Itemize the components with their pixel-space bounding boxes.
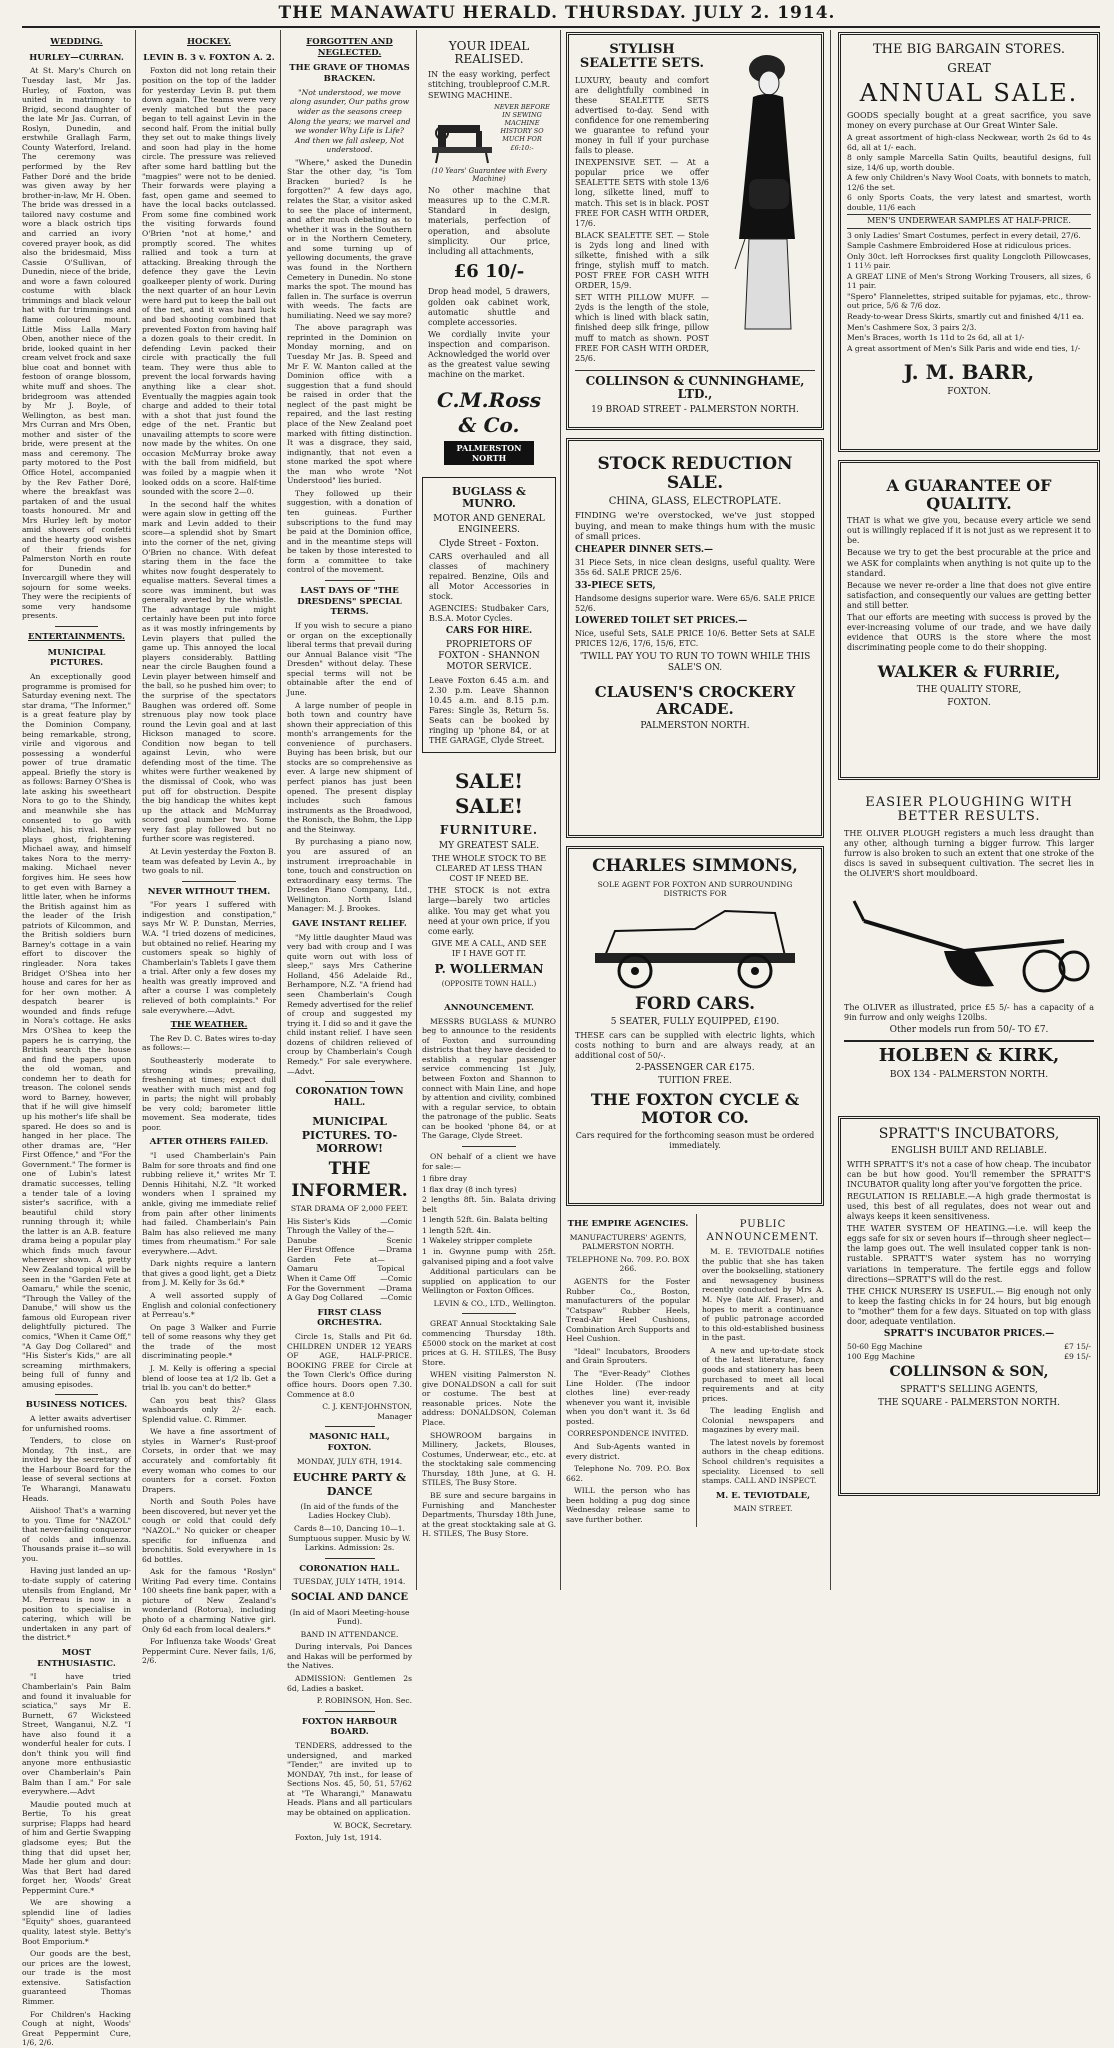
paragraph: "Ideal" Incubators, Brooders and Grain Sprouters. bbox=[566, 1346, 690, 1366]
ad-line: 'TWILL PAY YOU TO RUN TO TOWN WHILE THIS SALE'S ON. bbox=[579, 651, 811, 673]
paragraph: AGENTS for the Foster Rubber Co., Boston, manufacturers of the popular "Catspaw" Rubber Heels, Tread-Air Heel Cushions, Combination Arch Supports and Heel Cushion. bbox=[566, 1276, 690, 1344]
ad-text: Handsome designs superior ware. Were 65/6. SALE PRICE 52/6. bbox=[575, 593, 815, 613]
sewing-machine-ad bbox=[422, 32, 556, 469]
firm-name: COLLINSON & CUNNINGHAME, LTD., bbox=[585, 373, 805, 401]
paragraph: Cards 8—10, Dancing 10—1. Sumptuous supper. Music by W. Larkins. Admission: 2s. bbox=[288, 1524, 411, 1553]
ad-line: TUITION FREE. bbox=[658, 1076, 732, 1087]
never-without-heading: NEVER WITHOUT THEM. bbox=[147, 886, 271, 897]
entertainments-heading: ENTERTAINMENTS. bbox=[28, 632, 125, 643]
ad-text: LUXURY, beauty and comfort are delightfully combined in these SEALETTE SETS advertised to-day. Send with confidence for one remembering we guarantee to refund your money in full if your purchase fails to please. bbox=[575, 75, 709, 156]
programme-kind: —Topical bbox=[377, 1254, 405, 1274]
paragraph: TENDERS, addressed to the undersigned, and marked "Tender," are invited up to MONDAY, 7th inst., for lease of Sections Nos. 45, 50, 51, 57/62 at "Te Wharangi," Manawatu Heads. Plans and all particulars may be obtained on application. bbox=[287, 1741, 412, 1817]
paragraph: The leading English and Colonial newspapers and magazines by every mail. bbox=[701, 1406, 824, 1435]
wedding-subheading: HURLEY—CURRAN. bbox=[29, 52, 124, 63]
paragraph: Telephone No. 709. P.O. Box 662. bbox=[566, 1464, 690, 1483]
paragraph: Maudie pouted much at Bertie, To his great surprise; Flapps had heard of him and Gertie Swapping gladsome eyes; But the thing that did upset her, Made her glum and dour: Was that Bert had dared forget her, Woods' Great Peppermint Cure.* bbox=[22, 1799, 131, 1895]
address: FOXTON. bbox=[947, 698, 991, 709]
signature: LEVIN & CO., LTD., Wellington. bbox=[433, 1298, 556, 1308]
empire-agencies-ad bbox=[566, 1214, 690, 1527]
ad-line: 2-PASSENGER CAR £175. bbox=[635, 1062, 755, 1073]
list-item: Ready-to-wear Dress Skirts, smartly cut and finished 4/11 ea. bbox=[847, 312, 1084, 322]
ad-subtitle: MANUFACTURERS' AGENTS, PALMERSTON NORTH. bbox=[569, 1232, 687, 1252]
ad-text: We cordially invite your inspection and comparison. Acknowledged the world over as the greatest value sewing machine on the market. bbox=[428, 329, 550, 380]
forgotten-heading: FORGOTTEN AND NEGLECTED. bbox=[306, 37, 393, 58]
sale-title: SALE! SALE! bbox=[454, 769, 524, 819]
ad-text: No other machine that measures up to the C.M.R. Standard in design, materials, perfection of operation, and absolute simplicity. Our price, including all attachments, bbox=[428, 186, 550, 256]
ad-text: AGENCIES: Studbaker Cars, B.S.A. Motor Cycles. bbox=[429, 604, 549, 624]
list-item: 6 only Sports Coats, the very latest and smartest, worth double, 11/6 each bbox=[847, 193, 1091, 212]
entertainments-text: An exceptionally good programme is promised for Saturday evening next. The star drama, "The Informer," is a great feature play by the Dominion Company, being remarkable, strong, virile and vigorous and possessing a wonderful power of true dramatic appeal. Briefly the story is as follows: Barney O'Shea is late asking his sweetheart Nora to go to the Shindy, and meanwhile she has consented to go with Michael, his rival. Barney plays ghost, frightening Michael away, and himself takes Nora to the merry-making. Michael never forgives him. He sees how to get even with Barney a little later, when he informs the British against him as the leader of the Irish patriots of Kilcommon, and the British soldiers burn Barney's cottage in a vain effort to discover the ringleader. Nora takes Bridget O'Shea into her house and cares for her as for her own mother. A despatch bearer is wounded and finds refuge in Nora's cottage. He asks Mrs O'Shea to keep the papers he is carrying, the British search the house and find the papers upon the old woman, and condemn her to death for treason. The colonel sends word to Barney, however, that if he will give himself up his mother's life shall be spared. He does so and is hanged in her place. The other dramas are, "Her First Offence," and "For the Government." The former is one of Lubin's latest dramatic successes, telling a tender tale of a loving sister's sacrifice, with a beautiful child story running through it; while the latter is an A.B. feature drama being a popular play which finds much favour wherever shown. A pretty New Zealand topical will be seen in the "Garden Fete at Oamaru," while the scenic, "Through the Valley of the Danube," will show us the famous old European river delightfully pictured. The comics, "When it Came Off," "A Gay Dog Collared" and "His Sister's Kids," are all screaming mirthmakers, being full of funny and amusing episodes. bbox=[22, 672, 132, 1389]
coronation-hall-title: SOCIAL AND DANCE bbox=[290, 1591, 409, 1603]
coronation-subheading: MUNICIPAL PICTURES. TO-MORROW! bbox=[301, 1114, 398, 1156]
hockey-text: At Levin yesterday the Foxton B. team was defeated by Levin A., by two goals to nil. bbox=[142, 846, 276, 876]
paragraph: Southeasterly moderate to strong winds prevailing, freshening at times; expect dull weather with much mist and fog in parts; the night will probably be very cold; barometer little movement. Sea moderate, tides poor. bbox=[142, 1055, 276, 1132]
forgotten-subheading: THE GRAVE OF THOMAS BRACKEN. bbox=[289, 63, 410, 85]
wedding-heading: WEDDING. bbox=[50, 37, 103, 47]
furniture-label: FURNITURE. bbox=[439, 822, 539, 837]
ad-subtitle: SPRATT'S SELLING AGENTS, bbox=[900, 1384, 1038, 1395]
programme-item bbox=[287, 1293, 412, 1303]
ad-heading: CHEAPER DINNER SETS.— bbox=[575, 545, 714, 556]
oliver-plough-ad bbox=[838, 788, 1100, 1108]
signature: P. ROBINSON, Hon. Sec. bbox=[316, 1696, 412, 1706]
wollerman-sale-ad bbox=[422, 761, 556, 995]
poem: "Not understood, we move along asunder, Our paths grow wider as the seasons creep Along the years; we marvel and we wonder Why Life is Life? And then we fall asleep, Not understood. bbox=[288, 87, 411, 155]
paragraph: MESSRS BUGLASS & MUNRO beg to announce to the residents of Foxton and surrounding districts that they have decided to establish a regular passenger service commencing 1st July, between Foxton and Shannon to connect with Main Line, and hope by attention and civility, combined with a regular service, to obtain the patronage of the public. Seats can be booked 'phone 84, or at The Garage, Clyde Street. bbox=[422, 1016, 556, 1141]
coronation-hall-heading: CORONATION HALL. bbox=[299, 1563, 400, 1574]
ad-text: IN the easy working, perfect stitching, troubleproof C.M.R. SEWING MACHINE. bbox=[428, 70, 550, 100]
list-item: Only 30ct. left Horrockses first quality Longcloth Pillowcases, 1 11½ pair. bbox=[847, 251, 1091, 271]
column-rule bbox=[416, 30, 417, 1590]
signature: W. BOCK, Secretary. bbox=[333, 1820, 412, 1830]
list-item: 3 only Ladies' Smart Costumes, perfect in every detail, 27/6. bbox=[847, 230, 1081, 240]
sale-items-list bbox=[847, 133, 1091, 213]
programme-item bbox=[287, 1274, 412, 1284]
orchestra-line: FIRST CLASS ORCHESTRA. bbox=[317, 1307, 382, 1329]
programme-item bbox=[287, 1255, 412, 1274]
list-item: 1 fibre dray bbox=[422, 1174, 468, 1184]
address: 19 BROAD STREET - PALMERSTON NORTH. bbox=[591, 405, 799, 416]
ad-text: THE OLIVER PLOUGH registers a much less draught than any other, although turning a bigger furrow. This larger furrow is also broken to such an extent that one stroke of the discs is saved in subsequent cultivation. The secret lies in the OLIVER'S short mouldboard. bbox=[844, 828, 1094, 878]
paragraph: The latest novels by foremost authors in the cheap editions. School children's requisites a speciality. Licensed to sell stamps. CALL AND INSPECT. bbox=[701, 1437, 824, 1486]
ad-text: REGULATION IS RELIABLE.—A high grade thermostat is used, this best of all regulates, does not wear out and always keeps it keen sensitiveness. bbox=[847, 1191, 1091, 1222]
paragraph: They followed up their suggestion, with a donation of ten guineas. Further subscriptions to the fund may be paid at the Dominion office, and in the meantime steps will be taken by those interested to form a committee to take control of the movement. bbox=[287, 488, 412, 575]
guarantee-note: (10 Years' Guarantee with Every Machine) bbox=[431, 166, 547, 184]
programme-name: For the Government bbox=[287, 1283, 365, 1293]
ad-subtitle: MOTOR AND GENERAL ENGINEERS. bbox=[433, 513, 545, 536]
paragraph: Dark nights require a lantern that gives a good light, get a Dietz from J. M. Kelly for 3s 6d.* bbox=[142, 1259, 276, 1288]
masonic-date: MONDAY, JULY 6TH, 1914. bbox=[296, 1456, 403, 1466]
paragraph: "Where," asked the Dunedin Star the other day, "is Tom Bracken buried? Is he forgotten?" A few days ago, relates the Star, a visitor asked to see the place of interment, and after much debating as to whether it was in the Southern or in the Northern Cemetery, and some turning up of yellowing documents, the grave was found in the Northern Cemetery in Dunedin. No stone marks the spot. The mound has fallen in. The surface is overrun with weeds. The facts are humiliating. Need we say more? bbox=[287, 157, 412, 320]
ad-title: A GUARANTEE OF QUALITY. bbox=[886, 476, 1052, 513]
list-item: A few only Children's Navy Wool Coats, with bonnets to match, 12/6 the set. bbox=[847, 173, 1091, 192]
programme-kind: —Drama bbox=[378, 1245, 412, 1255]
list-item: Men's Cashmere Sox, 3 pairs 2/3. bbox=[847, 322, 977, 332]
ad-title: EASIER PLOUGHING WITH BETTER RESULTS. bbox=[865, 795, 1073, 825]
paragraph: WILL the person who has been holding a pug dog since Wednesday release same to save further bother. bbox=[566, 1486, 690, 1524]
announcement-heading: ANNOUNCEMENT. bbox=[444, 1002, 534, 1013]
ad-text: THE WATER SYSTEM OF HEATING.—i.e. will keep the eggs safe for six or seven hours if—through sheer neglect—the lamp goes out. The well insulated copper tank is non-rustable. SPRATT'S water system has no worrying variations in temperature. The fertile eggs and follow directions—SPRATT'S will do the rest. bbox=[847, 1224, 1091, 1284]
programme-name: When it Came Off bbox=[287, 1274, 356, 1284]
programme-kind: —Comic bbox=[380, 1216, 412, 1226]
annual-sale-title: ANNUAL SALE. bbox=[859, 79, 1079, 108]
ad-text: Because we never re-order a line that does not give entire satisfaction, and consequently our values are getting better and still better. bbox=[847, 580, 1091, 610]
walker-furrie-ad bbox=[838, 460, 1100, 780]
business-notice: Aiishoo! That's a warning to you. Time for "NAZOL" that never-failing conqueror of colds and influenza. Thousands praise it—so will you. bbox=[22, 1506, 131, 1563]
ad-title: FORD CARS. bbox=[634, 993, 756, 1014]
programme-name: A Gay Dog Collared bbox=[287, 1293, 363, 1303]
ad-line: Other models run from 50/- TO £7. bbox=[889, 1025, 1049, 1036]
coronation-heading: CORONATION TOWN HALL. bbox=[295, 1087, 404, 1109]
price-name: 50-60 Egg Machine bbox=[847, 1342, 923, 1352]
paragraph: (In aid of the funds of the Ladies Hockey Club). bbox=[300, 1501, 399, 1521]
paragraph: A well assorted supply of English and colonial confectionery at Perreau's.* bbox=[142, 1291, 276, 1320]
ad-line: CARS FOR HIRE. bbox=[445, 626, 533, 637]
ad-line: 5 SEATER, FULLY EQUIPPED, £190. bbox=[610, 1017, 780, 1028]
column-3 bbox=[287, 32, 412, 1843]
paragraph: SHOWROOM bargains in Millinery, Jackets, Blouses, Costumes, Underwear, etc., etc. at the stocktaking sale commencing Thursday, 18th June, at G. H. STILES, The Busy Store. bbox=[422, 1430, 556, 1488]
ad-text: Cars required for the forthcoming season must be ordered immediately. bbox=[575, 1130, 815, 1150]
hockey-heading: HOCKEY. bbox=[187, 37, 231, 47]
business-notice: Tenders, to close on Monday, 7th inst., are invited by the secretary of the Harbour Board for the lease of several sections at Te Wharangi, Manawatu Heads. bbox=[22, 1436, 131, 1503]
paragraph: During intervals, Poi Dances and Hakas will be performed by the Natives. bbox=[287, 1642, 412, 1671]
ad-subtitle: CHINA, GLASS, ELECTROPLATE. bbox=[608, 496, 782, 508]
ross-town: PALMERSTON NORTH bbox=[444, 441, 534, 465]
list-item: 8 only sample Marcella Satin Quilts, beautiful designs, full size, 14/6 up, worth double. bbox=[847, 153, 1091, 172]
programme-item bbox=[287, 1226, 412, 1245]
ad-text: WITH SPRATT'S it's not a case of how cheap. The incubator can be but how good. You'll remember the SPRATT'S INCUBATOR quality long after you've forgotten the price. bbox=[847, 1159, 1091, 1189]
firm-name: HOLBEN & KIRK, bbox=[844, 1040, 1094, 1066]
masonic-heading: MASONIC HALL, FOXTON. bbox=[309, 1432, 390, 1453]
machine-history-label: NEVER BEFORE IN SEWING MACHINE HISTORY SO MUCH FOR £6:10:- bbox=[494, 102, 550, 152]
ad-text: GIVE ME A CALL, AND SEE IF I HAVE GOT IT. bbox=[431, 938, 547, 958]
signature: C. J. KENT-JOHNSTON, Manager bbox=[322, 1402, 412, 1421]
wedding-text: At St. Mary's Church on Tuesday last, Mr Jas. Hurley, of Foxton, was united in matrimony to Brigid, second daughter of the late Mr Jas. Curran, of Roslyn, Dunedin, and erstwhile Grallagh Farm, County Waterford, Ireland. The ceremony was performed by the Rev Father Doré and the bride was given away by her brother-in-law, Mr H. Oben. The bride was dressed in a tailored navy costume and wore a black ostrich tips and carried an ivory covered prayer book, as did also the bridesmaid, Miss Cassie O'Sullivan, of Dunedin, niece of the bride, and wore a fawn coloured costume with black trimmings and black velour hat with fur trimmings and flame coloured mount. Little Miss Lalla Mary Oben, another niece of the bride, looked quaint in her cream velvet frock and saxe blue coat and bonnet with festoon of orange blossom, white muff and shoes. The bridegroom was attended by Mr J. Boyle, of Wellington, as best man. Mrs Curran and Mrs Oben, mother and sister of the bride, were present at the mass and ceremony. The party motored to the Post Office Hotel, accompanied by the Rev Father Doré, where the breakfast was partaken of and the usual toasts honoured. Mr and Mrs Hurley left by motor amid showers of confetti and the hearty good wishes of their friends for Palmerston North en route for Dunedin and Invercargill where they will sojourn for some weeks. They were the recipients of some very handsome presents. bbox=[22, 66, 131, 621]
paragraph: A large number of people in both town and country have shown their appreciation of this month's arrangements for the convenience of purchasers. Buying has been brisk, but our stocks are so comprehensive as ever. A large new shipment of perfect pianos has just been opened. The present display includes such famous instruments as the Broadwood, the Ronisch, the Bohm, the Lipp and the Steinway. bbox=[287, 700, 412, 834]
column-4 bbox=[422, 32, 556, 1587]
programme-name: Garden Fete at Oamaru bbox=[287, 1254, 378, 1274]
column-5 bbox=[566, 32, 824, 1587]
coronation-hall-date: TUESDAY, JULY 14TH, 1914. bbox=[293, 1577, 406, 1587]
ad-subtitle: ENGLISH BUILT AND RELIABLE. bbox=[891, 1146, 1047, 1157]
programme-name: Through the Valley of the Danube bbox=[287, 1226, 387, 1245]
paragraph: (In aid of Maori Meeting-house Fund). bbox=[289, 1607, 410, 1627]
list-item: 2 lengths 8ft. 5in. Balata driving belt bbox=[422, 1195, 556, 1214]
ad-title: SPRATT'S INCUBATORS, bbox=[878, 1126, 1060, 1142]
ad-title: BUGLASS & MUNRO. bbox=[452, 484, 526, 510]
paragraph: And Sub-Agents wanted in every district. bbox=[566, 1441, 690, 1461]
column-rule bbox=[830, 30, 831, 1590]
list-item: Men's Braces, worth 1s 11d to 2s 6d, all at 1/- bbox=[847, 333, 1025, 343]
ad-line: PROPRIETORS OF FOXTON - SHANNON MOTOR SERVICE. bbox=[438, 639, 540, 673]
entertainments-subheading: MUNICIPAL PICTURES. bbox=[47, 647, 106, 669]
ad-text: INEXPENSIVE SET. — At a popular price we offer SEALETTE SETS with stole 13/6 long, silkette lined, muff to match. This set is in black. POST FREE FOR CASH WITH ORDER, 17/6. bbox=[575, 158, 709, 228]
firm-name: COLLINSON & SON, bbox=[889, 1364, 1049, 1381]
paragraph: BAND IN ATTENDANCE. bbox=[300, 1629, 399, 1639]
paragraph: ON behalf of a client we have for sale:— bbox=[422, 1151, 556, 1171]
telephone: TELEPHONE No. 709. P.O. BOX 266. bbox=[566, 1254, 690, 1274]
list-item: 1 flax dray (8 inch tyres) bbox=[422, 1184, 517, 1194]
paragraph: Additional particulars can be supplied on application to our Wellington or Foxton Offices. bbox=[422, 1267, 556, 1296]
list-item: 1 length 52ft. 4in. bbox=[422, 1225, 492, 1235]
firm-name: THE FOXTON CYCLE & MOTOR CO. bbox=[590, 1090, 800, 1128]
barr-bargain-ad bbox=[838, 32, 1100, 452]
paragraph: "I used Chamberlain's Pain Balm for sore throats and find one rubbing relieve it," writes Mr T. Dennis Hihitahi, N.Z. "It worked wonders when I sprained my ankle, giving me immediate relief from pain after other liniments had failed. Chamberlain's Pain Balm has also relieved me many times from rheumatism." For sale everywhere.—Advt. bbox=[142, 1151, 276, 1256]
ad-subtitle: SOLE AGENT FOR FOXTON AND SURROUNDING DISTRICTS FOR bbox=[597, 879, 793, 899]
paragraph: CORRESPONDENCE INVITED. bbox=[567, 1429, 689, 1439]
paragraph: "I have tried Chamberlain's Pain Balm and found it invaluable for sciatica," says Mr E. Burnett, 67 Wicksteed Street, Wanganui, N.Z. "I have also found it a wonderful healer for cuts. I don't think you will find anyone more enthusiastic over Chamberlain's Pain Balm than I am." For sale everywhere.—Advt bbox=[22, 1672, 131, 1797]
paragraph: WHEN visiting Palmerston N. give DONALDSON a call for suit or costume. The best at reasonable prices. Note the address: DONALDSON, Coleman Place. bbox=[422, 1370, 556, 1428]
paragraph: If you wish to secure a piano or organ on the exceptionally liberal terms that prevail during our Annual Balance visit "The Dresden" without delay. These special terms will not be obtainable after the end of June. bbox=[287, 621, 412, 697]
paragraph: "For years I suffered with indigestion and constipation," says Mr W. P. Dunstan, Merries, W.A. "I tried dozens of medicines, but obtained no relief. Hearing my customers speak so highly of Chamberlain's Tablets I gave them a trial. After only a few doses my health was greatly improved and after a course I was completely relieved of both complaints." For sale everywhere.—Advt. bbox=[142, 900, 276, 1015]
column-rule bbox=[280, 30, 281, 1590]
ad-text: THESE cars can be supplied with electric lights, which costs nothing to burn and are always ready, at an additional cost of 50/-. bbox=[575, 1030, 815, 1060]
ad-text: Drop head model, 5 drawers, golden oak cabinet work, automatic shuttle and complete accessories. bbox=[428, 287, 550, 327]
ad-heading: 33-PIECE SETS, bbox=[575, 580, 656, 591]
programme-item bbox=[287, 1284, 412, 1294]
paragraph: We are showing a splendid line of ladies "Equity" shoes, guaranteed quality, latest style. Betty's Boot Emporium.* bbox=[22, 1898, 131, 1946]
ad-text: The OLIVER as illustrated, price £5 5/- has a capacity of a 9in furrow and only weighs 120lbs. bbox=[844, 1002, 1094, 1023]
masonic-title: EUCHRE PARTY & DANCE bbox=[292, 1471, 407, 1499]
list-item: 1 Wakeley stripper complete bbox=[422, 1236, 533, 1246]
ad-text: Leave Foxton 6.45 a.m. and 2.30 p.m. Leave Shannon 10.45 a.m. and 8.15 p.m. Fares: Single 3s, Return 5s. Seats can be booked by ringing up 'phone 84, or at THE GARAGE, Clyde Street. bbox=[429, 675, 549, 746]
paragraph: GREAT Annual Stocktaking Sale commencing Thursday 18th. £5000 stock on the market at cost prices at G. H. STILES, The Busy Store. bbox=[422, 1319, 556, 1367]
ad-text: FINDING we're overstocked, we've just stopped buying, and mean to make things hum with the music of small prices. bbox=[575, 510, 815, 543]
list-item: A GREAT LINE of Men's Strong Working Trousers, all sizes, 6 11 pair. bbox=[847, 271, 1091, 291]
list-item: Sample Cashmere Embroidered Hose at ridiculous prices. bbox=[847, 241, 1072, 251]
paragraph: J. M. Kelly is offering a special blend of loose tea at 1/2 lb. Get a trial lb. you can't do better.* bbox=[142, 1363, 276, 1393]
ad-text: SET WITH PILLOW MUFF. — 2yds is the length of the stole, which is lined with black satin, finished deep silk fringe, pillow muff to match as shown. POST FREE FOR CASH WITH ORDER, 25/6. bbox=[575, 293, 709, 363]
ad-text: Because we try to get the best procurable at the price and we ASK for complaints when anything is not quite up to the standard. bbox=[847, 548, 1091, 578]
ad-text: THE CHICK NURSERY IS USEFUL.— Big enough not only to keep the fasting chicks in for 24 hours, but big enough to "mother" them for a few days. Situated on top with glass door, adequate ventilation. bbox=[847, 1286, 1091, 1326]
ad-title: THE EMPIRE AGENCIES. bbox=[567, 1219, 689, 1229]
hockey-text: In the second half the whites were again slow in getting off the mark and Levin added to their score—a splendid shot by Smart into the corner of the net, giving O'Brien no chance. With defeat staring them in the face the whites now fought desperately to equalise matters. Several times a score was imminent, but was generally averted by the whistle. The advantage rule might certainly have been put into force as it was mostly infringements by Levin players that pulled the game up. This annoyed the local players considerably. Battling near the circle Baughen found a Levin player between himself and the ball, so he pushed him over; to the surprise of the spectators Baughen was ordered off. Some strenuous play now took place round the Levin goal and at last Hickson managed to score. Condition now began to tell against Levin, who were defending most of the time. The whites were further weakened by the dismissal of Cook, who was put off for obstruction. Despite the big handicap the whites kept up the attack and McMurray scored goal number two. Some very fast play followed but no further score was registered. bbox=[142, 499, 276, 844]
firm-name: WALKER & FURRIE, bbox=[877, 662, 1061, 682]
programme-kind: —Scenic bbox=[386, 1226, 412, 1245]
paragraph: North and South Poles have been discovered, but never yet the cough or cold that could defy "NAZOL." No quicker or cheaper specific for influenza and bronchitis. Sold everywhere in 1s 6d bottles. bbox=[142, 1497, 276, 1564]
public-announcement-ad bbox=[696, 1214, 824, 1527]
sealette-ad bbox=[566, 32, 824, 430]
business-notice: A letter awaits advertiser for unfurnished rooms. bbox=[22, 1414, 131, 1433]
plough-illustration bbox=[844, 881, 1094, 1001]
list-item: A great assortment of high-class Neckwear, worth 2s 6d to 4s 6d, all at 1/- each. bbox=[847, 132, 1091, 152]
ad-heading: LOWERED TOILET SET PRICES.— bbox=[575, 616, 748, 627]
masthead-rule bbox=[22, 26, 1100, 28]
dealer-name: P. WOLLERMAN bbox=[434, 961, 544, 976]
column-1 bbox=[22, 32, 132, 2048]
ad-title: YOUR IDEAL REALISED. bbox=[448, 39, 530, 67]
column-rule bbox=[135, 30, 136, 1590]
ad-line: MY GREATEST SALE. bbox=[438, 840, 540, 851]
ad-line: SPRATT'S INCUBATOR PRICES.— bbox=[883, 1328, 1055, 1339]
ad-title: STYLISH SEALETTE SETS. bbox=[579, 42, 705, 72]
informer-title: THE INFORMER. bbox=[291, 1159, 408, 1201]
programme-list bbox=[287, 1217, 412, 1303]
ad-line: MEN'S UNDERWEAR SAMPLES AT HALF-PRICE. bbox=[847, 214, 1091, 228]
paragraph: "My little daughter Maud was very bad with croup and I was quite worn out with loss of sleep," says Mrs Catherine Holland, 456 Adelaide Rd., Berhampore, N.Z. "A friend had seen Chamberlain's Cough Remedy advertised for the relief of croup and suggested my trying it. I did so and it gave the child instant relief. I have seen dozens of children relieved of croup by Chamberlain's Cough Remedy." For sale everywhere.—Advt. bbox=[287, 932, 412, 1076]
paragraph: Our goods are the best, our prices are the lowest, our trade is the most extensive. Satisfaction guaranteed Thomas Rimmer. bbox=[22, 1949, 131, 2006]
ad-title: THE BIG BARGAIN STORES. bbox=[872, 42, 1066, 57]
ad-title: PUBLIC ANNOUNCEMENT. bbox=[706, 1219, 820, 1243]
after-others-heading: AFTER OTHERS FAILED. bbox=[149, 1137, 269, 1148]
price-row bbox=[847, 1342, 1091, 1352]
programme-name: Her First Offence bbox=[287, 1245, 355, 1255]
star-drama: STAR DRAMA OF 2,000 FEET. bbox=[290, 1204, 409, 1214]
list-item: "Spero" Flannelettes, striped suitable for pyjamas, etc., throw-out price, 5/6 & 7/6 doz. bbox=[847, 291, 1091, 311]
ad-text: 31 Piece Sets, in nice clean designs, useful quality. Were 35s 6d. SALE PRICE 25/6. bbox=[575, 558, 815, 578]
dresdens-heading: LAST DAYS OF "THE DRESDENS" SPECIAL TERMS. bbox=[297, 585, 402, 618]
firm-name: J. M. BARR, bbox=[903, 360, 1035, 385]
hockey-subheading: LEVIN B. 3 v. FOXTON A. 2. bbox=[143, 52, 275, 63]
paragraph: Can you beat this? Glass washboards only 2/- each. Splendid value. C. Rimmer. bbox=[142, 1395, 276, 1424]
paragraph: Circle 1s, Stalls and Pit 6d. CHILDREN UNDER 12 YEARS OF AGE, HALF-PRICE. BOOKING FREE for Circle at the Town Clerk's Office during office hours. Doors open 7.30. Commence at 8.0 bbox=[287, 1332, 412, 1399]
ad-text: CARS overhauled and all classes of machinery repaired. Benzine, Oils and all Motor Accessories in stock. bbox=[429, 551, 549, 602]
masthead: THE MANAWATU HERALD. THURSDAY. JULY 2. 1914. bbox=[278, 3, 836, 23]
list-item: 1 length 52ft. 6in. Balata belting bbox=[422, 1215, 548, 1225]
sale-items-list bbox=[847, 231, 1091, 354]
paragraph: For Children's Hacking Cough at night, Woods' Great Peppermint Cure, 1/6, 2/6. bbox=[22, 2009, 131, 2048]
price-value: £7 15/- bbox=[1064, 1342, 1091, 1352]
price: £6 10/- bbox=[453, 260, 525, 282]
column-rule bbox=[560, 30, 561, 1590]
column-2 bbox=[142, 32, 276, 1666]
ad-text: Nice, useful Sets, SALE PRICE 10/6. Better Sets at SALE PRICES 12/6, 17/6, 15/6, ETC. bbox=[575, 629, 815, 649]
signature: M. E. TEVIOTDALE, bbox=[715, 1490, 811, 1501]
paragraph: For Influenza take Woods' Great Peppermint Cure. Never fails, 1/6, 2/6. bbox=[142, 1637, 276, 1666]
programme-kind: —Comic bbox=[380, 1274, 412, 1284]
programme-item bbox=[287, 1217, 412, 1227]
price-value: £9 15/- bbox=[1064, 1351, 1091, 1361]
paragraph: Ask for the famous "Roslyn" Writing Pad every time. Contains 100 sheets fine bank paper, with a picture of New Zealand's wonderland (Rotorua), including photo of a charming Native girl. Only 6d each from local dealers.* bbox=[142, 1567, 276, 1634]
address: PALMERSTON NORTH. bbox=[640, 721, 750, 732]
column-6 bbox=[838, 32, 1100, 1587]
programme-item bbox=[287, 1245, 412, 1255]
paragraph: ADMISSION: Gentlemen 2s 6d, Ladies a basket. bbox=[287, 1673, 412, 1693]
address: FOXTON. bbox=[947, 387, 991, 398]
ad-text: BLACK SEALETTE SET. — Stole is 2yds long and lined with silkette, finished with a silk fringe, stylish muff to match. POST FREE FOR CASH WITH ORDER, 15/9. bbox=[575, 230, 709, 291]
client-items-list bbox=[422, 1174, 556, 1266]
paragraph: BE sure and secure bargains in Furnishing and Manchester Departments, Thursday 18th June, at the great stocktaking sale at G. H. STILES, The Busy Store. bbox=[422, 1490, 556, 1539]
weather-heading: THE WEATHER. bbox=[170, 1020, 248, 1031]
ford-cars-ad bbox=[566, 846, 824, 1206]
address: Clyde Street - Foxton. bbox=[439, 538, 539, 549]
programme-kind: —Drama bbox=[378, 1283, 412, 1293]
address: MAIN STREET. bbox=[733, 1504, 793, 1514]
list-item: 1 in. Gwynne pump with 25ft. galvanised piping and a foot valve bbox=[422, 1247, 556, 1266]
relief-heading: GAVE INSTANT RELIEF. bbox=[292, 918, 407, 929]
business-notices-heading: BUSINESS NOTICES. bbox=[25, 1400, 128, 1411]
paragraph: On page 3 Walker and Furrie tell of some reasons why they get the trade of the most discriminating people.* bbox=[142, 1322, 276, 1361]
paragraph: The above paragraph was reprinted in the Dominion on Monday morning, and on Tuesday Mr Jas. B. Speed and Mr F. W. Manton called at the Dominion office with a suggestion that a fund should be raised in order that the neglect of the past might be repaired, and the last resting place of the New Zealand poet marked with fitting distinction. It was a disgrace, they said, indignantly, that not even a stone marked the spot where the man who wrote "Not Understood" lies buried. bbox=[287, 323, 412, 486]
spratts-incubator-ad bbox=[838, 1116, 1100, 1496]
dateline: Foxton, July 1st, 1914. bbox=[295, 1833, 382, 1843]
paragraph: A new and up-to-date stock of the latest literature, fancy goods and stationery has been purchased to meet all local requirements and at city prices. bbox=[701, 1345, 824, 1403]
paragraph: The Rev D. C. Bates wires to-day as follows:— bbox=[142, 1033, 276, 1053]
stock-reduction-ad bbox=[566, 438, 824, 838]
paragraph: We have a fine assortment of styles in Warner's Rust-proof Corsets, in order that we may accurately and comfortably fit every woman who comes to our counters for a corset. Foxton Drapers. bbox=[142, 1427, 276, 1494]
ad-text: THE WHOLE STOCK TO BE CLEARED AT LESS THAN COST IF NEED BE. bbox=[431, 854, 547, 884]
ad-text: That our efforts are meeting with success is proved by the ever-increasing volume of our trade, and we have daily evidence that OURS is the store where the most discriminating people come to do their shopping. bbox=[847, 612, 1091, 653]
ad-subtitle: THE QUALITY STORE, bbox=[916, 684, 1022, 695]
programme-kind: —Comic bbox=[380, 1293, 412, 1303]
list-item: A great assortment of Men's Silk Paris and wide end ties, 1/- bbox=[847, 343, 1081, 353]
harbour-board-heading: FOXTON HARBOUR BOARD. bbox=[301, 1716, 398, 1738]
ad-text: THAT is what we give you, because every article we send out is willingly replaced if it is not just as we represent it to be. bbox=[847, 516, 1091, 546]
paragraph: M. E. TEVIOTDALE notifies the public that she has taken over the bookselling, stationery and newsagency business recently conducted by Mrs A. M. Nye (late Alf. Fraser), and hopes to merit a continuance of public patronage accorded to this old-established business in the past. bbox=[701, 1247, 824, 1343]
buglass-munro-ad bbox=[422, 477, 556, 754]
ad-line: GREAT bbox=[947, 61, 991, 76]
dealer-name: CHARLES SIMMONS, bbox=[592, 856, 798, 876]
ford-car-illustration bbox=[575, 901, 815, 991]
price-name: 100 Egg Machine bbox=[847, 1351, 915, 1361]
lady-in-sealette-illustration bbox=[715, 39, 815, 339]
business-notice: Having just landed an up-to-date supply of catering utensils from England, Mr M. Perreau is now in a position to specialise in catering, which will be undertaken in any part of the district.* bbox=[22, 1566, 131, 1643]
firm-name: CLAUSEN'S CROCKERY ARCADE. bbox=[594, 683, 796, 718]
address: THE SQUARE - PALMERSTON NORTH. bbox=[878, 1398, 1060, 1409]
ad-title: STOCK REDUCTION SALE. bbox=[597, 454, 793, 493]
ad-text: THE STOCK is not extra large—barely two articles alike. You may get what you need at your own price, if you come early. bbox=[428, 886, 550, 936]
hockey-text: Foxton did not long retain their position on the top of the ladder for yesterday Levin B. put them down again. The teams were very evenly matched but the pace began to tell against Levin in the second half. From the initial bully they set out to make things lively and soon had play in the home circle. The pressure was relieved after some hard battling but the "magpies" were not to be denied. Their forwards were playing a fast, open game and seemed to have the local backs outclassed. From some fine combined work the visiting forwards found O'Brien "not at home," and promptly scored. The whites rallied and took a turn at attacking. Breaking through the defence they gave the Levin goalkeeper plenty of work. During the next quarter of an hour Levin were hard put to keep the ball out of the net, and it was hard luck and bad shooting combined that prevented Foxton from having half a dozen goals to their credit. In defending Levin packed their circle with practically the full team. They were thus able to prevent the local forwards having anything like a clear shot. Eventually the magpies again took charge and added to their total with a shot that just found the edge of the net. Frantic but unavailing attempts to score were now made by the whites. On one occasion McMurray broke away with the ball from midfield, but was foiled by a magpie when it looked odds on a score. Half-time sounded with the score 2—0. bbox=[142, 66, 276, 497]
ad-line: (OPPOSITE TOWN HALL.) bbox=[441, 980, 537, 989]
most-enthusiastic-heading: MOST ENTHUSIASTIC. bbox=[37, 1647, 116, 1669]
price-list bbox=[847, 1342, 1091, 1361]
ross-logo: C.M.Ross & Co. bbox=[436, 388, 542, 438]
paragraph: By purchasing a piano now, you are assured of an instrument irreproachable in tone, touch and construction on extraordinary easy terms. The Dresden Piano Company, Ltd., Wellington. North Island Manager: M. J. Brookes. bbox=[287, 837, 412, 914]
price-row bbox=[847, 1352, 1091, 1362]
address: BOX 134 - PALMERSTON NORTH. bbox=[889, 1070, 1049, 1081]
paragraph: The "Ever-Ready" Clothes Line Holder. (The indoor clothes line) ever-ready whenever you want it, invisible when you don't want it. 3s 6d posted. bbox=[566, 1369, 690, 1426]
ad-text: GOODS specially bought at a great sacrifice, you save money on every purchase at Our Great Winter Sale. bbox=[847, 110, 1091, 130]
programme-name: His Sister's Kids bbox=[287, 1216, 351, 1226]
